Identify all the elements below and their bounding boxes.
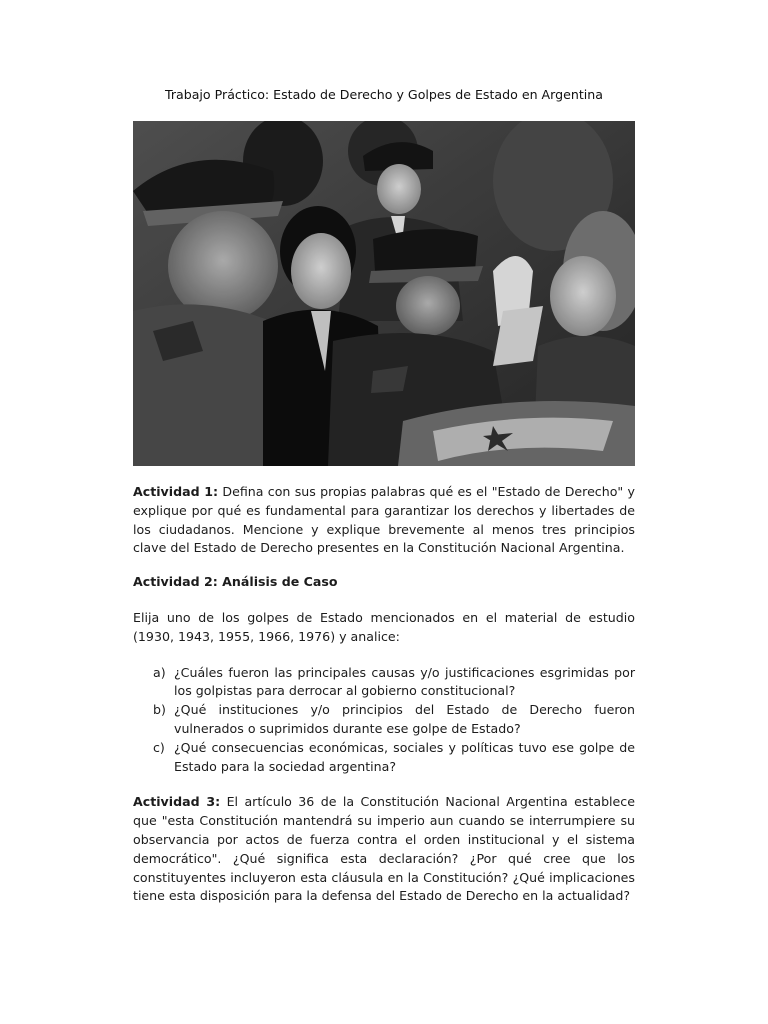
question-text: ¿Qué instituciones y/o principios del Estado de Derecho fueron vulnerados o suprimidos durante ese golpe de Estado?	[174, 702, 635, 736]
activities-section	[133, 483, 635, 906]
question-item	[133, 739, 635, 777]
activity-1-text: Defina con sus propias palabras qué es el "Estado de Derecho" y explique por qué es fundamental para garantizar los derechos y libertades de los ciudadanos. Mencione y explique brevemente al menos tres principios clave del Estado de Derecho presentes en la Constitución Nacional Argentina.	[133, 484, 635, 556]
question-item	[133, 664, 635, 702]
question-marker: a)	[153, 664, 166, 680]
activity-2-intro: Elija uno de los golpes de Estado mencionados en el material de estudio (1930, 1943, 1955, 1966, 1976) y analice:	[133, 609, 635, 644]
question-text: ¿Qué consecuencias económicas, sociales y políticas tuvo ese golpe de Estado para la sociedad argentina?	[174, 739, 635, 774]
question-text: ¿Cuáles fueron las principales causas y/o justificaciones esgrimidas por los golpistas para derrocar al gobierno constitucional?	[174, 664, 635, 699]
activity-3	[133, 793, 635, 906]
activity-2-questions	[133, 664, 635, 777]
activity-3-label: Actividad 3:	[133, 794, 221, 810]
question-marker: c)	[153, 739, 165, 755]
activity-1-label: Actividad 1:	[133, 484, 219, 499]
question-item	[133, 701, 635, 739]
activity-2-heading: Actividad 2: Análisis de Caso	[133, 574, 338, 590]
page-title: Trabajo Práctico: Estado de Derecho y Golpes de Estado en Argentina	[164, 87, 603, 102]
activity-3-text: El artículo 36 de la Constitución Nacional Argentina establece que "esta Constitución mantendrá su imperio aun cuando se interrumpiere su observancia por actos de fuerza contra el orden institucional y el sistema democrático". ¿Qué significa esta declaración? ¿Por qué cree que los constituyentes incluyeron esta cláusula en la Constitución? ¿Qué implicaciones tiene esta disposición para la defensa del Estado de Derecho en la actualidad?	[133, 794, 635, 904]
historical-photo	[133, 121, 635, 466]
activity-1	[133, 483, 635, 558]
question-marker: b)	[153, 702, 166, 718]
